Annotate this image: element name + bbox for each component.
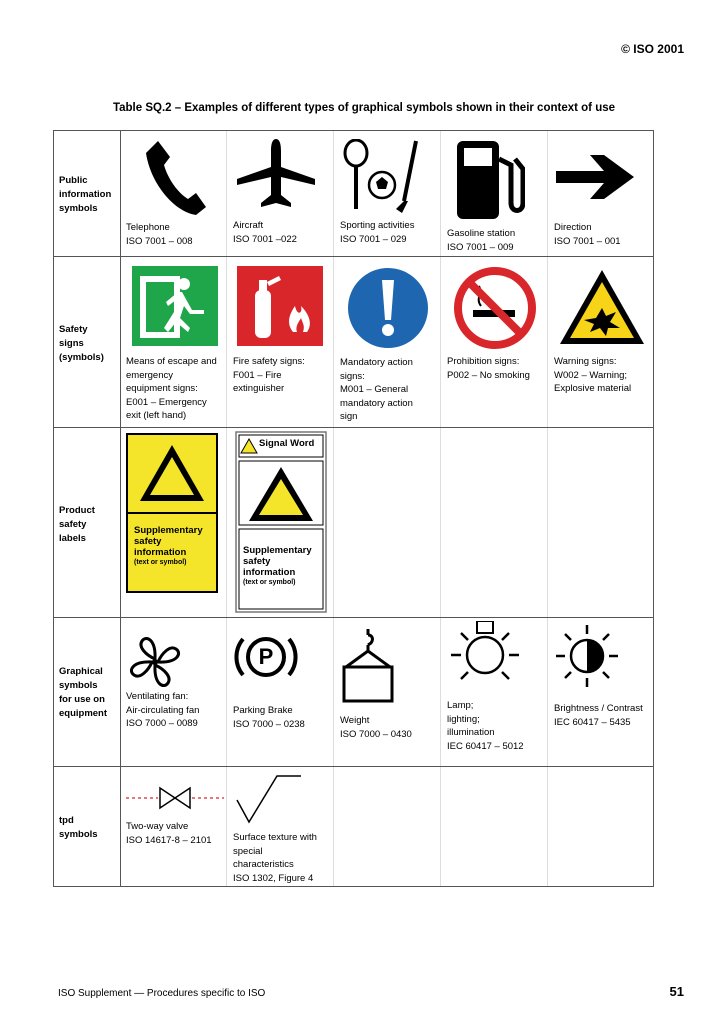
weight-icon <box>340 629 396 713</box>
safety-label-icon <box>126 433 218 593</box>
parking-brake-letter: P <box>258 644 274 669</box>
row-label: tpd symbols <box>59 815 98 840</box>
table-cell <box>231 131 335 256</box>
table-caption: Table SQ.2 – Examples of different types of graphical symbols shown in their context of use <box>112 102 616 114</box>
symbols-table <box>53 130 654 887</box>
signal-word: Signal Word <box>259 438 315 449</box>
table-cell <box>231 766 335 886</box>
table-cell <box>231 427 335 617</box>
fire-extinguisher-icon <box>237 266 323 346</box>
symbol-caption: Telephone ISO 7001 – 008 <box>126 222 193 247</box>
label-text: Supplementary safety information <box>134 525 203 558</box>
table-row <box>54 766 653 886</box>
direction-arrow-icon <box>556 153 634 201</box>
no-smoking-icon <box>453 266 537 350</box>
table-cell <box>124 617 228 766</box>
table-cell <box>231 617 335 766</box>
mandatory-action-icon <box>346 266 430 350</box>
gasoline-station-icon <box>455 139 525 221</box>
symbol-caption: Two-way valve ISO 14617-8 – 2101 <box>126 821 212 846</box>
symbol-caption: Brightness / Contrast IEC 60417 – 5435 <box>554 703 643 728</box>
brightness-contrast-icon <box>554 623 620 689</box>
table-cell <box>445 617 549 766</box>
table-cell <box>445 131 549 256</box>
row-label: Safety signs (symbols) <box>59 324 104 363</box>
symbol-caption: Prohibition signs: P002 – No smoking <box>447 356 530 381</box>
table-row <box>54 131 653 257</box>
table-cell <box>124 256 228 427</box>
symbol-caption: Fire safety signs: F001 – Fire extinguisher <box>233 356 305 394</box>
table-row <box>54 617 653 767</box>
table-cell <box>338 131 442 256</box>
symbol-caption: Aircraft ISO 7001 –022 <box>233 220 297 245</box>
explosive-warning-icon <box>558 268 646 346</box>
ventilating-fan-icon <box>128 635 182 689</box>
table-cell <box>124 131 228 256</box>
symbol-caption: Surface texture with special characteristics ISO 1302, Figure 4 <box>233 832 317 884</box>
symbol-caption: Direction ISO 7001 – 001 <box>554 222 621 247</box>
table-cell <box>552 131 656 256</box>
page-number: 51 <box>669 984 684 999</box>
label-text: Supplementary safety information <box>243 545 312 578</box>
label-subtext: (text or symbol) <box>134 559 187 566</box>
surface-texture-icon <box>235 774 303 824</box>
table-row <box>54 256 653 428</box>
row-label: Public information symbols <box>59 175 112 214</box>
symbol-caption: Means of escape and emergency equipment signs: E001 – Emergency exit (left hand) <box>126 356 217 421</box>
table-cell <box>338 617 442 766</box>
table-row <box>54 427 653 618</box>
aircraft-icon <box>237 139 315 209</box>
footer-text: ISO Supplement — Procedures specific to ISO <box>58 988 266 999</box>
table-cell <box>124 427 228 617</box>
symbol-caption: Lamp; lighting; illumination IEC 60417 – 5012 <box>447 700 524 752</box>
symbol-caption: Ventilating fan: Air-circulating fan ISO 7000 – 0089 <box>126 691 200 729</box>
table-cell <box>445 256 549 427</box>
table-cell <box>231 256 335 427</box>
row-label: Graphical symbols for use on equipment <box>59 666 108 719</box>
lamp-icon <box>447 621 523 685</box>
sporting-activities-icon <box>342 139 424 219</box>
table-cell <box>552 617 656 766</box>
symbol-caption: Warning signs: W002 – Warning; Explosive material <box>554 356 632 394</box>
two-way-valve-icon <box>126 786 224 810</box>
telephone-icon <box>144 137 206 217</box>
table-cell <box>124 766 228 886</box>
symbol-caption: Gasoline station ISO 7001 – 009 <box>447 228 516 253</box>
copyright-header: © ISO 2001 <box>621 42 684 56</box>
emergency-exit-icon <box>132 266 218 346</box>
symbol-caption: Mandatory action signs: M001 – General mandatory action sign <box>340 357 413 422</box>
symbol-caption: Parking Brake ISO 7000 – 0238 <box>233 705 305 730</box>
label-subtext: (text or symbol) <box>243 579 296 586</box>
row-label: Product safety labels <box>59 505 95 544</box>
symbol-caption: Sporting activities ISO 7001 – 029 <box>340 220 415 245</box>
table-cell <box>552 256 656 427</box>
table-cell <box>338 256 442 427</box>
symbol-caption: Weight ISO 7000 – 0430 <box>340 715 412 740</box>
